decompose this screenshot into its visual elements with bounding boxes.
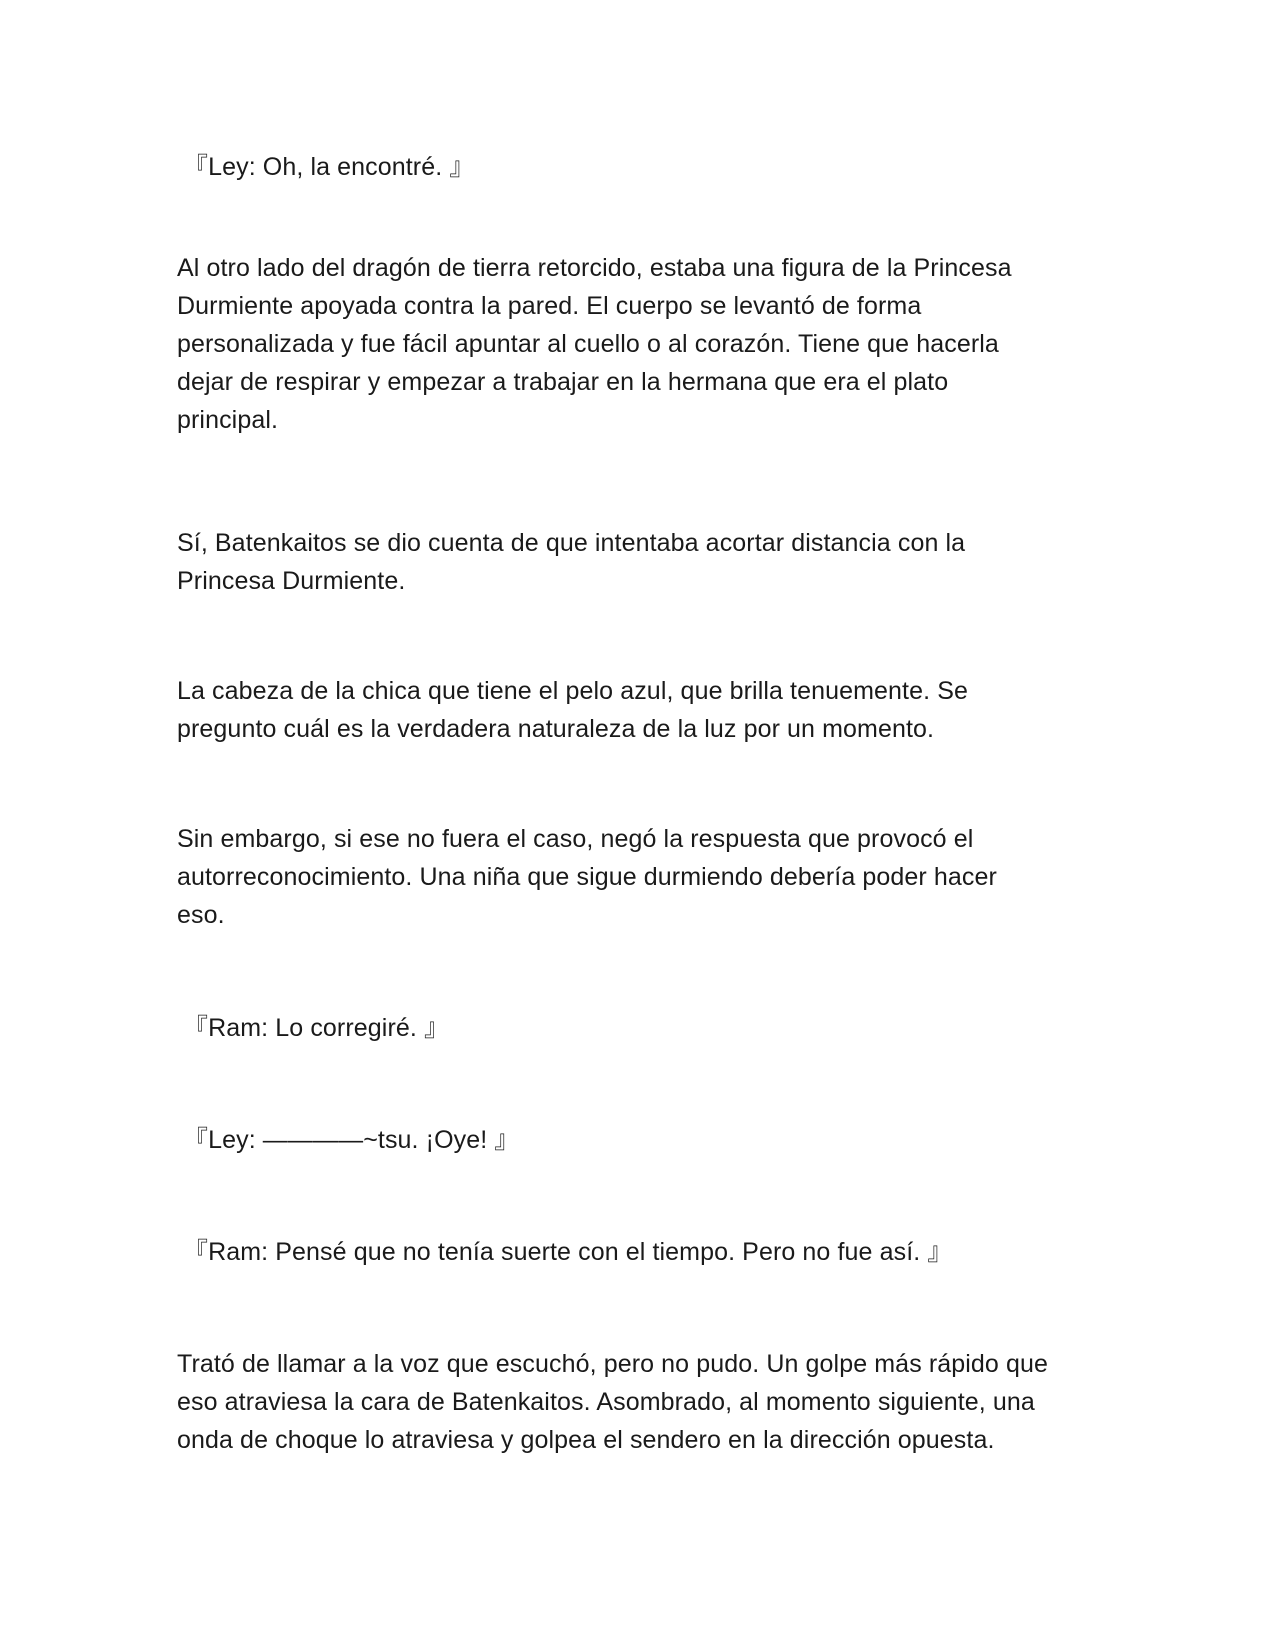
paragraph-4-line-2: autorreconocimiento. Una niña que sigue durmiendo debería poder hacer: [177, 863, 997, 891]
paragraph-1-line-5: principal.: [177, 406, 279, 434]
paragraph-5-line-2: eso atraviesa la cara de Batenkaitos. Asombrado, al momento siguiente, una: [177, 1388, 1035, 1416]
paragraph-3-line-2: pregunto cuál es la verdadera naturaleza de la luz por un momento.: [177, 715, 935, 743]
paragraph-4-line-1: Sin embargo, si ese no fuera el caso, negó la respuesta que provocó el: [177, 825, 974, 853]
paragraph-1-line-3: personalizada y fue fácil apuntar al cuello o al corazón. Tiene que hacerla: [177, 330, 999, 358]
paragraph-4-line-3: eso.: [177, 901, 225, 929]
paragraph-1-line-2: Durmiente apoyada contra la pared. El cuerpo se levantó de forma: [177, 292, 922, 320]
paragraph-5-line-3: onda de choque lo atraviesa y golpea el sendero en la dirección opuesta.: [177, 1426, 995, 1454]
paragraph-5-line-1: Trató de llamar a la voz que escuchó, pero no pudo. Un golpe más rápido que: [177, 1350, 1048, 1378]
dialogue-ley-1: 『Ley: Oh, la encontré. 』: [183, 153, 475, 181]
dialogue-ram-2: 『Ram: Pensé que no tenía suerte con el tiempo. Pero no fue así. 』: [183, 1238, 953, 1266]
paragraph-1-line-1: Al otro lado del dragón de tierra retorcido, estaba una figura de la Princesa: [177, 254, 1012, 282]
dialogue-ley-2: 『Ley: ————~tsu. ¡Oye! 』: [183, 1126, 520, 1154]
paragraph-2-line-1: Sí, Batenkaitos se dio cuenta de que intentaba acortar distancia con la: [177, 529, 966, 557]
paragraph-3-line-1: La cabeza de la chica que tiene el pelo azul, que brilla tenuemente. Se: [177, 677, 968, 705]
dialogue-ram-1: 『Ram: Lo corregiré. 』: [183, 1014, 450, 1042]
paragraph-2-line-2: Princesa Durmiente.: [177, 567, 406, 595]
paragraph-1-line-4: dejar de respirar y empezar a trabajar en la hermana que era el plato: [177, 368, 949, 396]
